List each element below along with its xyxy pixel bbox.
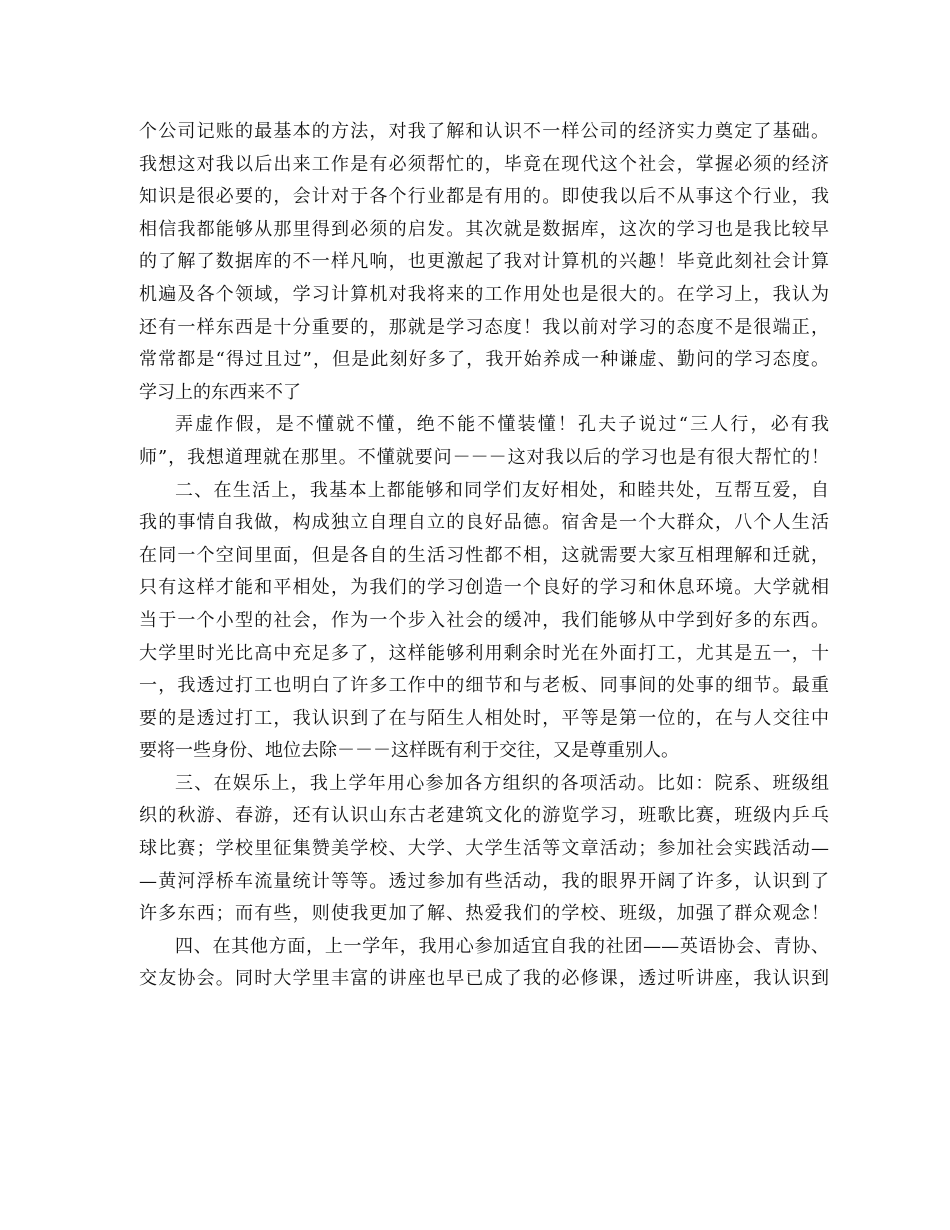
text-line: 要将一些身份、地位去除－－－这样既有利于交往，又是尊重别人。 bbox=[139, 740, 679, 762]
text-line: 二、在生活上，我基本上都能够和同学们友好相处，和睦共处，互帮互爱，自 bbox=[175, 479, 829, 501]
text-line: 学习上的东西来不了 bbox=[139, 381, 301, 403]
text-line: 当于一个小型的社会，作为一个步入社会的缓冲，我们能够从中学到好多的东西。 bbox=[139, 609, 829, 631]
text-line: 我想这对我以后出来工作是有必须帮忙的，毕竟在现代这个社会，掌握必须的经济 bbox=[139, 153, 829, 175]
text-line: 交友协会。同时大学里丰富的讲座也早已成了我的必修课，透过听讲座，我认识到 bbox=[139, 968, 829, 990]
text-line: 四、在其他方面，上一学年，我用心参加适宜自我的社团——英语协会、青协、 bbox=[175, 935, 829, 957]
text-line: 弄虚作假，是不懂就不懂，绝不能不懂装懂！孔夫子说过“三人行，必有我 bbox=[175, 414, 829, 436]
text-line: 一，我透过打工也明白了许多工作中的细节和与老板、同事间的处事的细节。最重 bbox=[139, 675, 829, 697]
text-line: 球比赛；学校里征集赞美学校、大学、大学生活等文章活动；参加社会实践活动— bbox=[139, 838, 829, 860]
text-line: 机遍及各个领域，学习计算机对我将来的工作用处也是很大的。在学习上，我认为 bbox=[139, 283, 829, 305]
text-line: 相信我都能够从那里得到必须的启发。其次就是数据库，这次的学习也是我比较早 bbox=[139, 218, 829, 240]
text-line: 要的是透过打工，我认识到了在与陌生人相处时，平等是第一位的，在与人交往中 bbox=[139, 707, 829, 729]
text-line: 知识是很必要的，会计对于各个行业都是有用的。即使我以后不从事这个行业，我 bbox=[139, 186, 829, 208]
text-line: —黄河浮桥车流量统计等等。透过参加有些活动，我的眼界开阔了许多，认识到了 bbox=[139, 870, 829, 892]
text-line: 的了解了数据库的不一样凡响，也更激起了我对计算机的兴趣！毕竟此刻社会计算 bbox=[139, 251, 829, 273]
text-line: 只有这样才能和平相处，为我们的学习创造一个良好的学习和休息环境。大学就相 bbox=[139, 577, 829, 599]
text-line: 大学里时光比高中充足多了，这样能够利用剩余时光在外面打工，尤其是五一，十 bbox=[139, 642, 829, 664]
text-line: 许多东西；而有些，则使我更加了解、热爱我们的学校、班级，加强了群众观念！ bbox=[139, 903, 829, 925]
text-line: 还有一样东西是十分重要的，那就是学习态度！我以前对学习的态度不是很端正， bbox=[139, 316, 829, 338]
text-line: 在同一个空间里面，但是各自的生活习性都不相，这就需要大家互相理解和迁就， bbox=[139, 544, 829, 566]
text-line: 我的事情自我做，构成独立自理自立的良好品德。宿舍是一个大群众，八个人生活 bbox=[139, 512, 829, 534]
text-line: 织的秋游、春游，还有认识山东古老建筑文化的游览学习，班歌比赛，班级内乒乓 bbox=[139, 805, 829, 827]
text-line: 师”，我想道理就在那里。不懂就要问－－－这对我以后的学习也是有很大帮忙的！ bbox=[139, 446, 829, 468]
body-text bbox=[139, 116, 829, 996]
text-line: 常常都是“得过且过”，但是此刻好多了，我开始养成一种谦虚、勤问的学习态度。 bbox=[139, 349, 829, 371]
text-line: 个公司记账的最基本的方法，对我了解和认识不一样公司的经济实力奠定了基础。 bbox=[139, 121, 829, 142]
text-line: 三、在娱乐上，我上学年用心参加各方组织的各项活动。比如：院系、班级组 bbox=[175, 772, 829, 794]
